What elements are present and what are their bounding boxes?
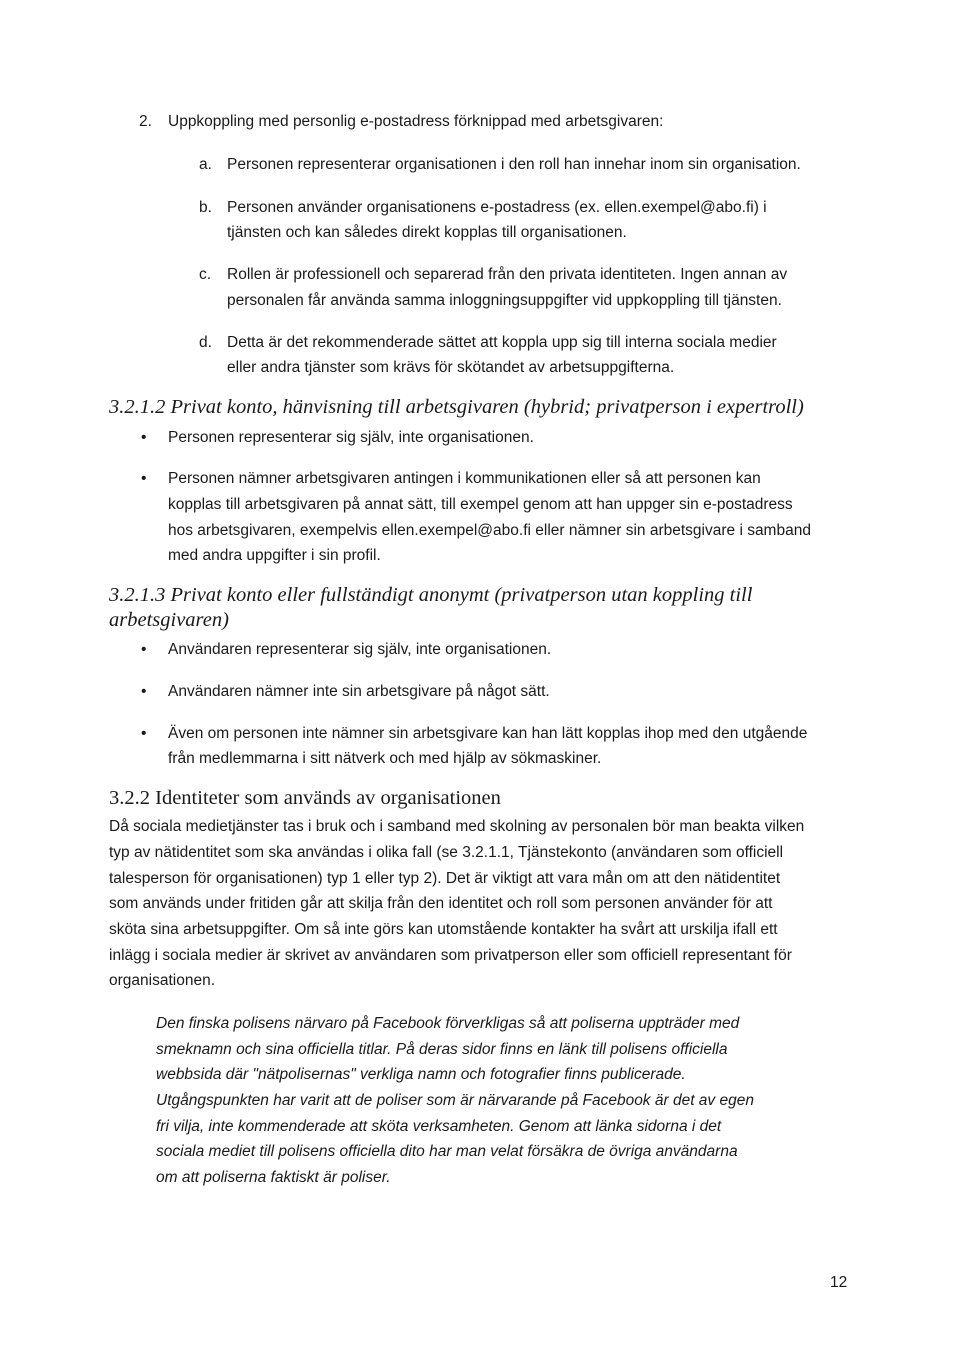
list-marker-c: c. <box>199 266 212 283</box>
bullet-3212-1-line-1: Personen representerar sig själv, inte organisationen. <box>168 429 534 446</box>
bullet-3212-2-line-1: Personen nämner arbetsgivaren antingen i kommunikationen eller så att personen kan <box>168 470 761 487</box>
quote-line-7: om att poliserna faktiskt är poliser. <box>156 1169 391 1186</box>
bullet-dot: • <box>141 641 147 658</box>
list-marker-a: a. <box>199 156 212 173</box>
list-item-d-line-1: Detta är det rekommenderade sättet att koppla upp sig till interna sociala medier <box>227 334 777 351</box>
quote-line-6: sociala mediet till polisens officiella dito har man velat försäkra de övriga användarna <box>156 1143 738 1160</box>
bullet-3213-3-line-1: Även om personen inte nämner sin arbetsgivare kan han lätt kopplas ihop med den utgående <box>168 725 808 742</box>
section-heading-3-2-1-3-line-2: arbetsgivaren) <box>109 609 229 631</box>
paragraph-line-3: talesperson för organisationen) typ 1 eller typ 2). Det är viktigt att vara mån om att den nätidentitet <box>109 870 781 887</box>
list-marker-d: d. <box>199 334 212 351</box>
bullet-dot: • <box>141 683 147 700</box>
paragraph-line-2: typ av nätidentitet som ska användas i olika fall (se 3.2.1.1, Tjänstekonto (användaren som officiell <box>109 844 784 861</box>
paragraph-line-5: sköta sina arbetsuppgifter. Om så inte görs kan utomstående kontakter ha svårt att urskilja ifall ett <box>109 921 778 938</box>
list-item-c-line-1: Rollen är professionell och separerad från den privata identiteten. Ingen annan av <box>227 266 788 283</box>
list-number: 2. <box>139 113 152 130</box>
list-item-a-line-1: Personen representerar organisationen i den roll han innehar inom sin organisation. <box>227 156 801 173</box>
section-heading-3-2-1-3-line-1: 3.2.1.3 Privat konto eller fullständigt anonymt (privatperson utan koppling till <box>109 584 753 606</box>
list-item-d-line-2: eller andra tjänster som krävs för skötandet av arbetsuppgifterna. <box>227 359 675 376</box>
paragraph-line-6: inlägg i sociala medier är skrivet av användaren som privatperson eller som officiell representant för <box>109 947 792 964</box>
bullet-3213-1-line-1: Användaren representerar sig själv, inte organisationen. <box>168 641 552 658</box>
list-item-b-line-1: Personen använder organisationens e-postadress (ex. ellen.exempel@abo.fi) i <box>227 199 767 216</box>
bullet-3213-2-line-1: Användaren nämner inte sin arbetsgivare på något sätt. <box>168 683 550 700</box>
bullet-3213-3-line-2: från medlemmarna i sitt nätverk och med hjälp av sökmaskiner. <box>168 750 602 767</box>
paragraph-line-7: organisationen. <box>109 972 215 989</box>
quote-line-3: webbsida där "nätpolisernas" verkliga namn och fotografier finns publicerade. <box>156 1066 686 1083</box>
quote-line-1: Den finska polisens närvaro på Facebook förverkligas så att poliserna uppträder med <box>156 1015 740 1032</box>
list-heading: Uppkoppling med personlig e-postadress förknippad med arbetsgivaren: <box>168 113 664 130</box>
list-item-b-line-2: tjänsten och kan således direkt kopplas till organisationen. <box>227 224 627 241</box>
section-heading-3-2-2: 3.2.2 Identiteter som används av organisationen <box>109 787 501 809</box>
quote-line-4: Utgångspunkten har varit att de poliser som är närvarande på Facebook är det av egen <box>156 1092 754 1109</box>
page-number: 12 <box>830 1274 848 1291</box>
bullet-3212-2-line-4: med andra uppgifter i sin profil. <box>168 547 381 564</box>
quote-line-5: fri vilja, inte kommenderade att sköta verksamheten. Genom att länka sidorna i det <box>156 1118 722 1135</box>
bullet-dot: • <box>141 725 147 742</box>
quote-line-2: smeknamn och sina officiella titlar. På deras sidor finns en länk till polisens officiella <box>156 1041 728 1058</box>
paragraph-line-4: som används under fritiden går att skilja från den identitet och roll som personen använder för att <box>109 895 773 912</box>
bullet-3212-2-line-3: hos arbetsgivaren, exempelvis ellen.exempel@abo.fi eller nämner sin arbetsgivare i samband <box>168 522 811 539</box>
bullet-dot: • <box>141 429 147 446</box>
bullet-dot: • <box>141 470 147 487</box>
bullet-3212-2-line-2: kopplas till arbetsgivaren på annat sätt, till exempel genom att han uppger sin e-postadress <box>168 496 793 513</box>
list-item-c-line-2: personalen får använda samma inloggningsuppgifter vid uppkoppling till tjänsten. <box>227 292 782 309</box>
section-heading-3-2-1-2: 3.2.1.2 Privat konto, hänvisning till arbetsgivaren (hybrid; privatperson i expertroll) <box>109 396 804 418</box>
list-marker-b: b. <box>199 199 212 216</box>
paragraph-line-1: Då sociala medietjänster tas i bruk och i samband med skolning av personalen bör man beakta vilken <box>109 818 805 835</box>
